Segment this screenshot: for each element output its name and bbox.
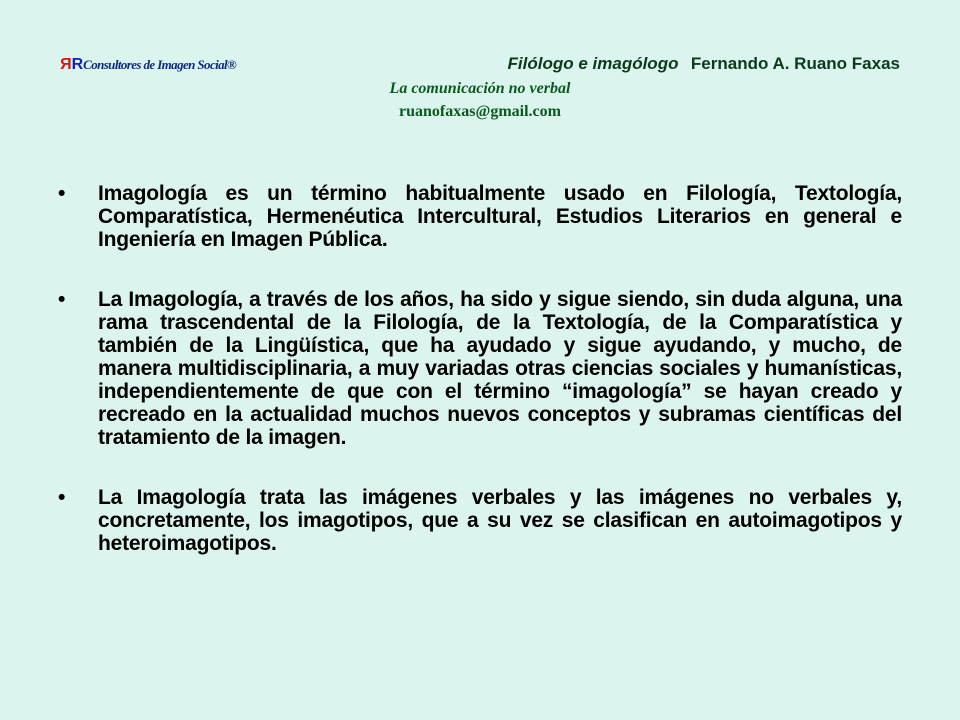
bullet-icon: •	[58, 288, 66, 311]
header-author	[508, 54, 900, 74]
bullet-item	[58, 182, 902, 251]
bullet-list	[58, 182, 902, 592]
bullet-text: Imagología es un término habitualmente usado en Filología, Textología, Comparatística, Hermenéutica Intercultural, Estudios Literarios en general e Ingeniería en Imagen Pública.	[98, 182, 902, 251]
author-name: Fernando A. Ruano Faxas	[690, 54, 900, 73]
bullet-text: La Imagología trata las imágenes verbales y las imágenes no verbales y, concretamente, los imagotipos, que a su vez se clasifican en autoimagotipos y heteroimagotipos.	[98, 486, 902, 555]
slide-subtitle: La comunicación no verbal	[389, 80, 571, 97]
bullet-item	[58, 486, 902, 555]
header-logo	[60, 56, 236, 74]
bullet-text: La Imagología, a través de los años, ha sido y sigue siendo, sin duda alguna, una rama trascendental de la Filología, de la Textología, de la Comparatística y también de la Lingüística, que ha ayudado y sigue ayudando, y mucho, de manera multidisciplinaria, a muy variadas otras ciencias sociales y humanísticas, independientemente de que con el término “imagología” se hayan creado y recreado en la actualidad muchos nuevos conceptos y subramas científicas del tratamiento de la imagen.	[98, 288, 902, 449]
bullet-icon: •	[58, 182, 66, 205]
author-role: Filólogo e imagólogo	[507, 54, 679, 73]
contact-email: ruanofaxas@gmail.com	[399, 103, 561, 120]
logo-r: R	[71, 56, 84, 73]
company-name: Consultores de Imagen Social®	[83, 57, 237, 72]
bullet-icon: •	[58, 486, 66, 509]
logo-mirrored-r: R	[60, 56, 72, 73]
bullet-item	[58, 288, 902, 449]
